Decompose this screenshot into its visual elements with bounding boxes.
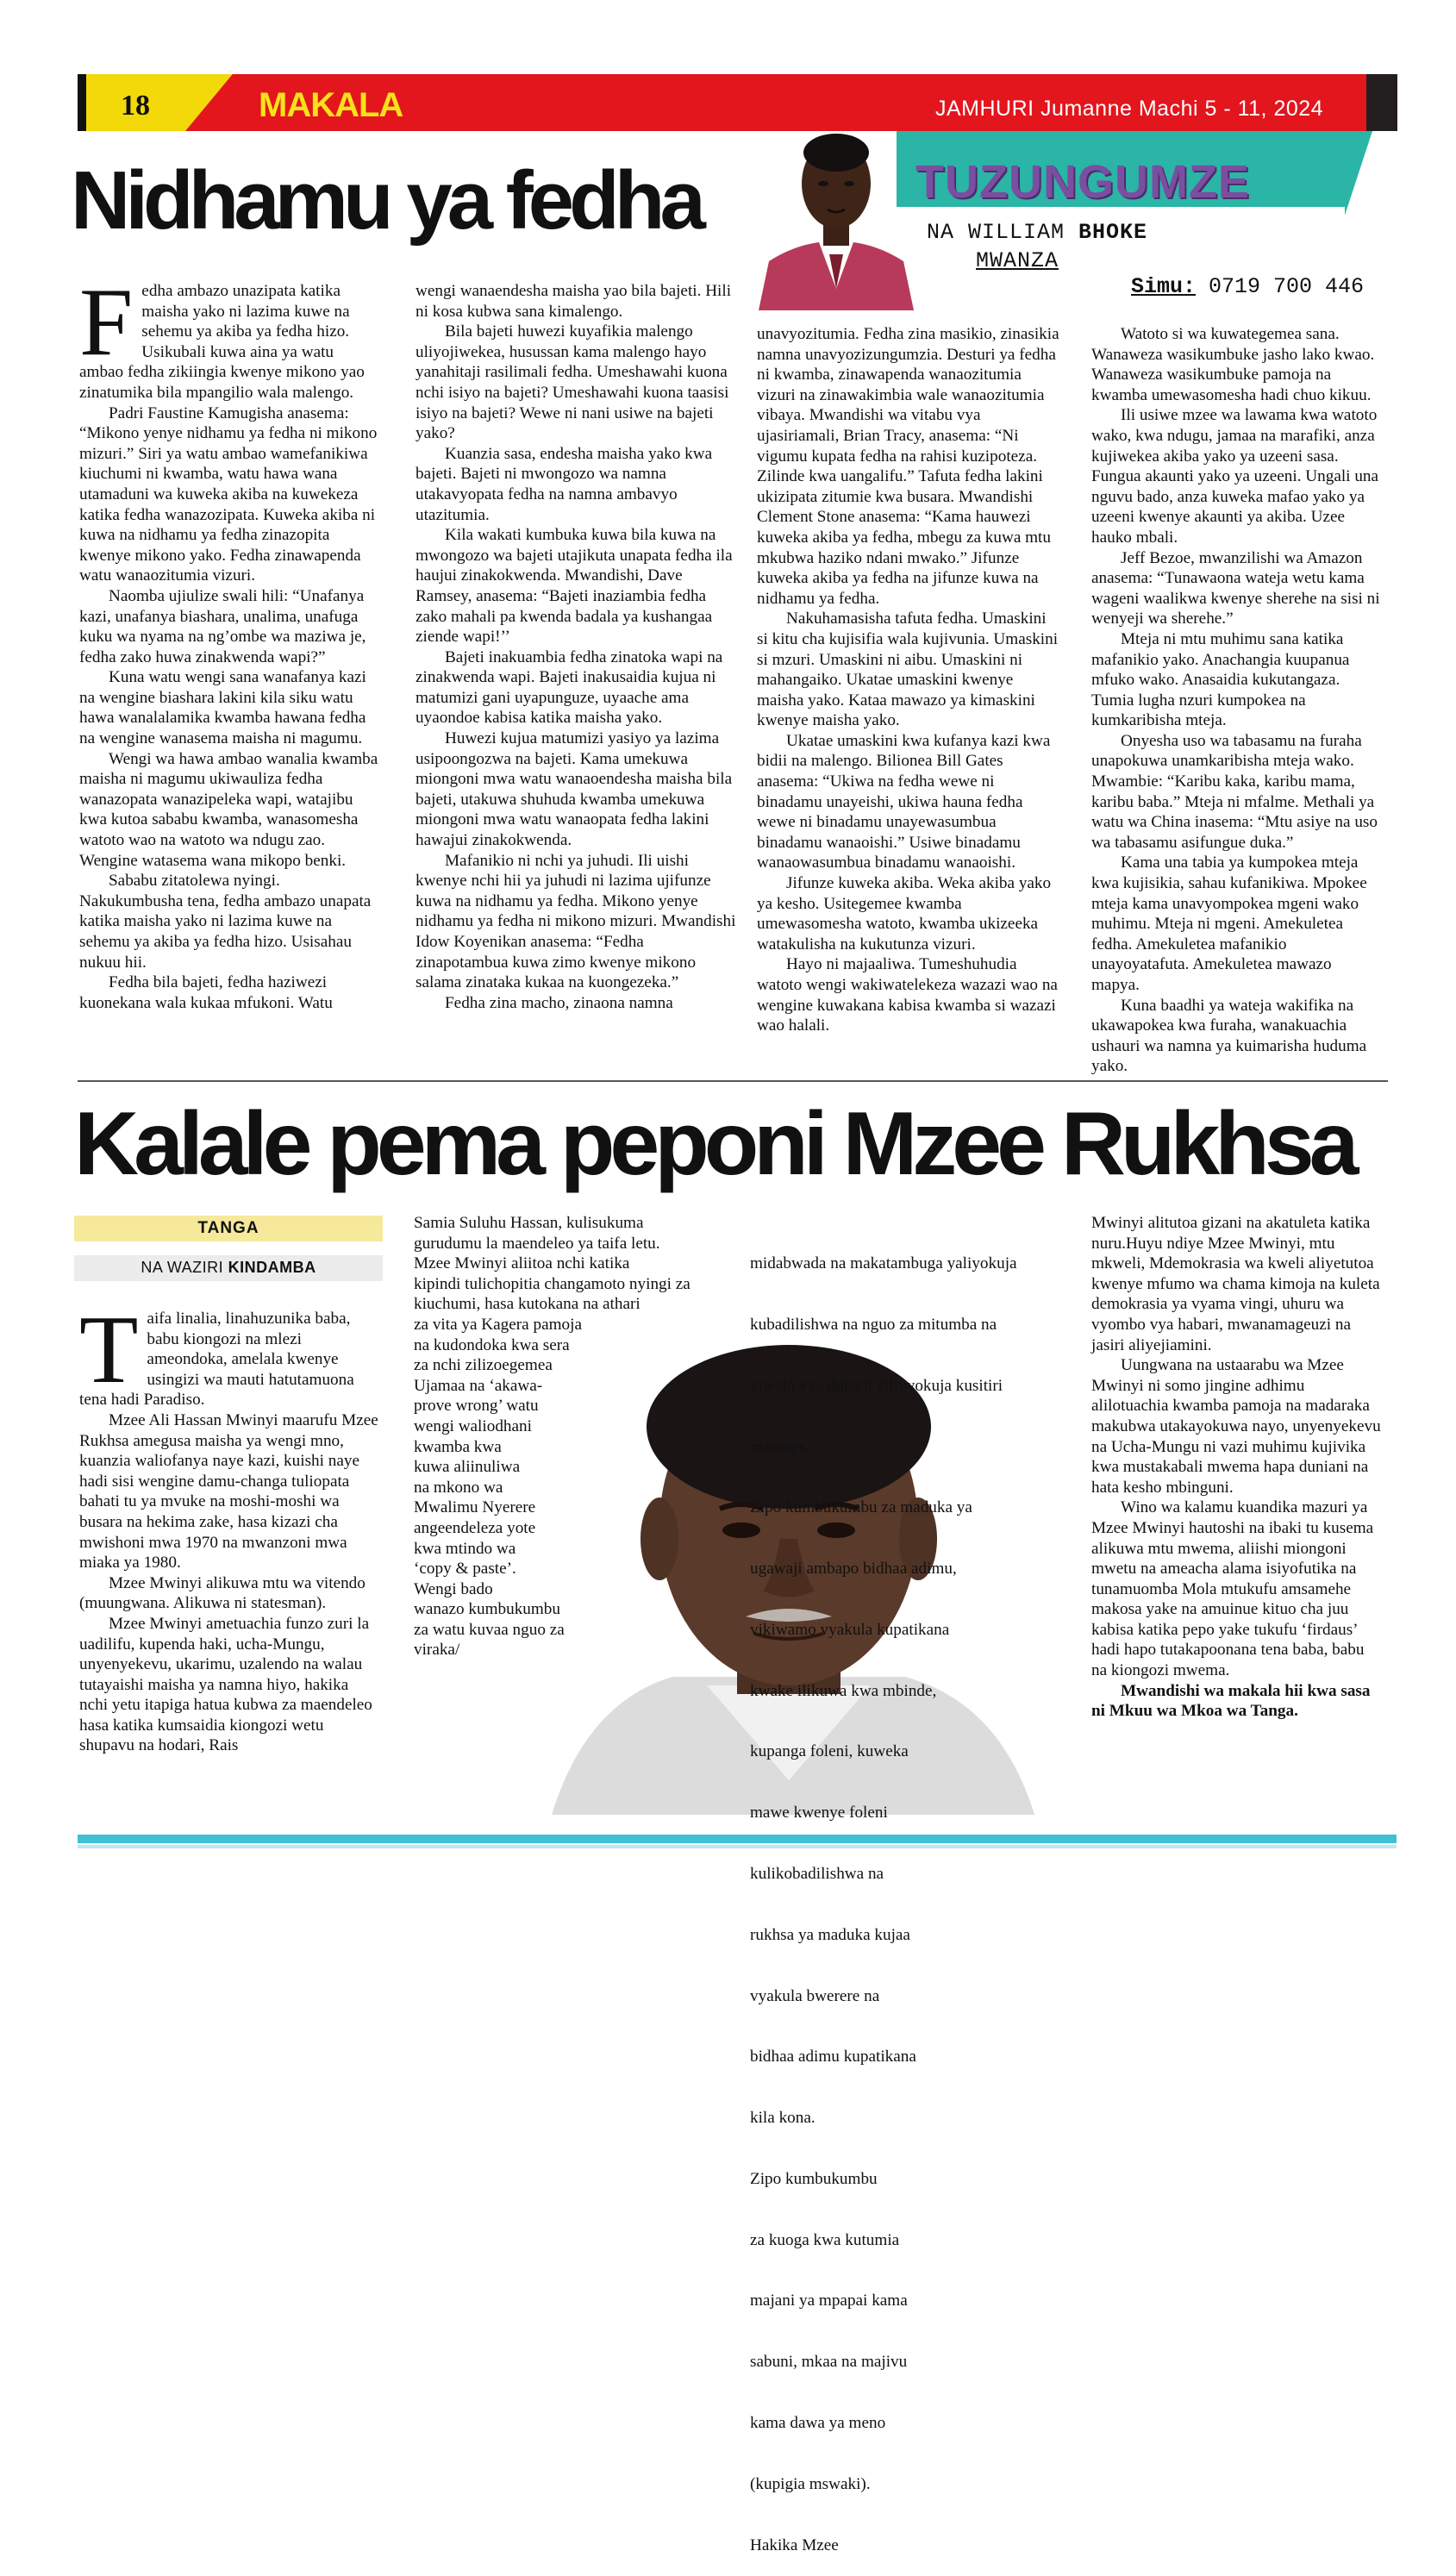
text-line: Mwalimu Nyerere — [414, 1498, 536, 1517]
text-line: gurudumu la maendeleo ya taifa letu. — [414, 1234, 660, 1253]
paragraph: Jifunze kuweka akiba. Weka akiba yako ya kesho. Usitegemee kwamba umewasomesha watoto, kwamba ukizeeka watakulisha na kukutunza vizuri. — [757, 874, 1052, 953]
text-line: mawe kwenye foleni — [750, 1804, 888, 1823]
column-phone — [1131, 274, 1364, 299]
paragraph: Nakuhamasisha tafuta fedha. Umaskini si kitu cha kujisifia wala kujivunia. Umaskini si mzuri. Umaskini ni aibu. Umaskini ni mahangaiko. Ukatae umaskini kwenye maisha yako. Kataa mawazo ya kimaskini kwenye maisha yako. — [757, 610, 1059, 730]
author-prefix: NA WILLIAM — [927, 220, 1079, 245]
text-line: kulikobadilishwa na — [750, 1865, 884, 1883]
paragraph: Onyesha uso wa tabasamu na furaha unapokuwa unamkaribisha mteja wako. Mwambie: “Karibu kaka, karibu mama, karibu baba.” Mteja ni mfalme. Methali ya watu wa China inasema: “Mtu asiye na uso wa tabasamu asifungue duka.” — [1091, 731, 1378, 852]
text-line: ‘copy & paste’. — [414, 1560, 516, 1579]
text-line: kwake ilikuwa kwa mbinde, — [750, 1681, 937, 1700]
text-line: bidhaa adimu kupatikana — [750, 2048, 916, 2066]
article2-location: TANGA — [74, 1216, 383, 1241]
column-name: TUZUNGUMZE — [915, 156, 1250, 208]
text-line: kupanga foleni, kuweka — [750, 1742, 909, 1761]
footer-bar — [78, 1835, 1397, 1843]
text-line: wanazo kumbukumbu — [414, 1600, 560, 1619]
paragraph: Kama una tabia ya kumpokea mteja kwa kujisikia, sahau kufanikiwa. Mpokee mteja kama unavyompokea mgeni wako muhimu. Mteja ni mgeni. Amekuletea fedha. Amekuletea mafanikio unayoyatafuta. Amekuletea mawazo mapya. — [1091, 853, 1367, 994]
paragraph: Huwezi kujua matumizi yasiyo ya lazima usipoongozwa na bajeti. Kama umekuwa miongoni mwa watu wanaoendesha maisha bila bajeti, utakuwa shuhuda kwamba umekuwa miongoni mwa watu wanaopata fedha lakini hawajui zinakokwenda. — [416, 729, 733, 850]
paragraph: Naomba ujiulize swali hili: “Unafanya kazi, unafanya biashara, unalima, unafuga kuku wa nyama na ng’ombe wa maziwa je, fedha zako huwa zinakwenda wapi?” — [79, 586, 366, 666]
paragraph: Mteja ni mtu muhimu sana katika mafanikio yako. Anachangia kuupanua mfuko wako. Anasaidia kukutangaza. Tumia lugha nzuri kumpokea na kumkaribisha mteja. — [1091, 629, 1350, 730]
paragraph: Wino wa kalamu kuandika mazuri ya Mzee Mwinyi hautoshi na ibaki tu kusema alikuwa mtu mwema, aliishi miongoni mwetu na ameacha alama isiyofutika na tunamuomba Mola mtukufu amsamehe makosa yake na amuinue kituo cha juu kabisa katika pepo yake tukufu ‘firdaus’ hadi hapo tutakapoonana tena baba, babu na kiongozi mwema. — [1091, 1498, 1374, 1680]
text-line: kwa mtindo wa — [414, 1539, 516, 1558]
article1-column-3 — [757, 324, 1060, 1067]
column-city: MWANZA — [976, 248, 1059, 273]
text-line: kuwa aliinuliwa — [414, 1458, 521, 1477]
article1-column-4 — [1091, 324, 1381, 1076]
paragraph: Kuna watu wengi sana wanafanya kazi na wengine biashara lakini kila siku watu hawa wanalalamika kwamba hawana fedha na wengine wanasema maisha ni magumu. — [79, 668, 366, 748]
page-number: 18 — [121, 90, 150, 122]
text-line: (kupigia mswaki). — [750, 2474, 871, 2493]
text-line: za kuoga kwa kutumia — [750, 2230, 900, 2249]
footer-bar-light — [78, 1845, 1397, 1848]
text-line: kama dawa ya meno — [750, 2414, 886, 2433]
text-line: Mzee Mwinyi aliitoa nchi katika — [414, 1254, 630, 1273]
text-line: prove wrong’ watu — [414, 1397, 539, 1416]
paragraph: Jeff Bezoe, mwanzilishi wa Amazon anasema: “Tunawaona wateja wetu kama wageni waalikwa kwenye sherehe na sisi ni wenyeji wa sherehe.” — [1091, 548, 1380, 628]
paragraph: Watoto si wa kuwategemea sana. Wanaweza wasikumbuke jasho lako kwao. Wanaweza wasikumbuke pamoja na kwamba umewasomesha hadi chuo kikuu. — [1091, 325, 1375, 404]
text-line: Samia Suluhu Hassan, kulisukuma — [414, 1214, 644, 1232]
byline-name: KINDAMBA — [228, 1259, 316, 1276]
text-line: maungo. — [750, 1437, 808, 1456]
text-line: angeendeleza yote — [414, 1518, 536, 1537]
text-line: vyakula bwerere na — [750, 1986, 880, 2005]
text-line: sabuni, mkaa na majivu — [750, 2353, 908, 2372]
text-line: za vita ya Kagera pamoja — [414, 1315, 582, 1334]
author-note: Mwandishi wa makala hii kwa sasa ni Mkuu wa Mkoa wa Tanga. — [1091, 1681, 1371, 1721]
paragraph: Mwinyi alitutoa gizani na akatuleta katika nuru.Huyu ndiye Mzee Mwinyi, mtu mkweli, Mdemokrasia wa kweli aliyetutoa kwenye mfumo wa chama kimoja na kuleta demokrasia ya vyama vingi, uhuru wa vyombo vya habari, mwanamageuzi na jasiri aliyejiamini. — [1091, 1214, 1380, 1354]
byline-prefix: NA WAZIRI — [141, 1259, 228, 1276]
text-line: ugawaji ambapo bidhaa adimu, — [750, 1560, 957, 1579]
text-line: za watu kuvaa nguo za — [414, 1620, 565, 1639]
text-line: Zipo kumbukumbu — [750, 2169, 878, 2188]
text-line: na kudondoka kwa sera — [414, 1335, 570, 1354]
text-line: kiuchumi, hasa kutokana na athari — [414, 1295, 641, 1314]
section-divider — [78, 1080, 1388, 1082]
text-line: kipindi tulichopitia changamoto nyingi za — [414, 1274, 691, 1293]
article1-column-1 — [79, 269, 381, 1067]
paragraph: Bila bajeti huwezi kuyafikia malengo uliyojiwekea, husussan kama malengo hayo yanahitaji rasilimali fedha. Umeshawahi kuona nchi isiyo na bajeti? Umeshawahi kuona taasisi isiyo na bajeti? Wewe ni nani usiwe na bajeti yako? — [416, 322, 729, 443]
paragraph: Kila wakati kumbuka kuwa bila kuwa na mwongozo wa bajeti utajikuta unapata fedha ila haujui zinakokwenda. Mwandishi, Dave Ramsey, anasema: “Bajeti inaziambia fedha zako mahali pa kwenda badala ya kushangaa ziende wapi!’’ — [416, 526, 733, 647]
paragraph: Padri Faustine Kamugisha anasema: “Mikono yenye nidhamu ya fedha ni mikono mizuri.” Siri ya watu ambao wamefanikiwa kiuchumi ni kwamba, watu hawa wana utamaduni wa kuweka akiba na kuwekeza katika fedha wanazozipata. Kuweka akiba ni kuwa na nidhamu ya fedha zinazopita kwenye mikono yako. Fedha zinawapenda watu wanaozitumia vizuri. — [79, 403, 378, 585]
text-line: Hakika Mzee — [750, 2535, 839, 2554]
paragraph: Mzee Ali Hassan Mwinyi maarufu Mzee Rukhsa amegusa maisha ya wengi mno, kuanzia waliofanya naye kazi, kuishi naye hadi sisi wengine damu-changa tuliopata bahati tu ya mvuke na moshi-moshi wa busara na hekima zake, hasa kizazi cha mwishoni mwa 1970 na mwanzoni mwa miaka ya 1980. — [79, 1410, 378, 1572]
text-line: majani ya mpapai kama — [750, 2292, 908, 2310]
text-line: wengi waliodhani — [414, 1416, 532, 1435]
header-black-edge — [78, 74, 86, 131]
text-line: rukhsa ya maduka kujaa — [750, 1925, 910, 1944]
paragraph: Hayo ni majaaliwa. Tumeshuhudia watoto wengi wakiwatelekeza wazazi wao na wengine kuwakana kabisa kwamba si wazazi wao halali. — [757, 955, 1058, 1035]
text-line: na mkono wa — [414, 1478, 503, 1497]
text-line: midabwada na makatambuga yaliyokuja — [750, 1254, 1017, 1273]
paragraph: Kuna baadhi ya wateja wakifika na ukawapokea kwa furaha, wanakuachia ushauri wa namna ya kuimarisha huduma yako. — [1091, 996, 1367, 1076]
text-line: za nchi zilizoegemea — [414, 1356, 553, 1375]
paragraph: Bajeti inakuambia fedha zinatoka wapi na zinakwenda wapi. Bajeti inakusaidia kujua ni matumizi gani uyapunguze, uyaache ama uyaondoe kabisa katika maisha yako. — [416, 647, 723, 728]
paragraph: Taifa linalia, linahuzunika baba, babu kiongozi na mlezi ameondoka, amelala kwenye usingizi wa mauti hatutamuona tena hadi Paradiso. — [79, 1297, 354, 1410]
paragraph: Ili usiwe mzee wa lawama kwa watoto wako, kwa ndugu, jamaa na marafiki, anza kujiwekea akiba yako ya uzeeni sasa. Fungua akaunti yako ya uzeeni. Ungali una nguvu bado, anza kuweka mafao yako ya uzeeni kwenye akaunti ya akiba. Uzee hauko mbali. — [1091, 406, 1379, 547]
paragraph: wengi wanaendesha maisha yao bila bajeti. Hili ni kosa kubwa sana kimalengo. — [416, 282, 732, 321]
text-line: kubadilishwa na nguo za mitumba na — [750, 1315, 997, 1334]
paragraph: Sababu zitatolewa nyingi. Nakukumbusha tena, fedha ambazo unapata katika maisha yako ni lazima kuwe na sehemu ya akiba ya fedha hizo. Usisahau nukuu hii. — [79, 872, 372, 972]
dateline: JAMHURI Jumanne Machi 5 - 11, 2024 — [935, 97, 1324, 121]
article1-column-2 — [416, 281, 736, 1067]
paragraph: Fedha ambazo unazipata katika maisha yako ni lazima kuwe na sehemu ya akiba ya fedha hizo. Usikubali kuwa aina ya watu ambao fedha zikiingia kwenye mikono yao zinatumika bila mpangilio wala malengo. — [79, 269, 365, 402]
article2-column-4 — [1091, 1213, 1381, 1816]
paragraph: Ukatae umaskini kwa kufanya kazi kwa bidii na malengo. Bilionea Bill Gates anasema: “Ukiwa na fedha wewe ni binadamu unayeishi, ukiwa hauna fedha wewe ni binadamu unayewasumbua binadamu wanaoishi.” Usiwe binadamu wanaowasumbua binadamu wanaoishi. — [757, 731, 1051, 872]
text-line: Wengi bado — [414, 1579, 493, 1598]
paragraph: Mafanikio ni nchi ya juhudi. Ili uishi kwenye nchi hii ya juhudi ni lazima ujifunze kuwa na nidhamu ya fedha. Mikono yenye nidhamu ya fedha ni mikono mizuri. Mwandishi Idow Koyenikan anasema: “Fedha zinapotambua kuwa zimo kwenye mikono salama zinataka kukaa na kuongezeka.” — [416, 851, 736, 992]
article2-column-2 — [414, 1213, 724, 1816]
article2-byline — [74, 1255, 383, 1281]
paragraph: Fedha bila bajeti, fedha haziwezi kuonekana wala kukaa mfukoni. Watu — [79, 973, 333, 1012]
text-line: viwalo vya dukani vilivyokuja kusitiri — [750, 1376, 1003, 1395]
text-line: Ujamaa na ‘akawa- — [414, 1376, 543, 1395]
paragraph: Fedha zina macho, zinaona namna — [445, 993, 673, 1012]
text-line: kwamba kwa — [414, 1437, 502, 1456]
section-title: MAKALA — [259, 86, 403, 124]
author-portrait — [759, 116, 914, 310]
column-author — [927, 220, 1147, 245]
text-line: kila kona. — [750, 2109, 815, 2128]
article2-column-3 — [750, 1213, 1069, 2554]
text-line: vikiwamo vyakula kupatikana — [750, 1620, 950, 1639]
author-name: BHOKE — [1078, 220, 1148, 245]
phone-label: Simu: — [1131, 274, 1197, 299]
article1-headline: Nidhamu ya fedha — [71, 154, 701, 247]
header-black-block — [1366, 74, 1397, 131]
phone-number: 0719 700 446 — [1196, 274, 1365, 299]
paragraph: Mzee Mwinyi alikuwa mtu wa vitendo (muungwana. Alikuwa ni statesman). — [79, 1573, 366, 1613]
text-line: Zipo kumbukumbu za maduka ya — [750, 1498, 972, 1517]
text-line: viraka/ — [414, 1641, 460, 1660]
paragraph: Mzee Mwinyi ametuachia funzo zuri la uadilifu, kupenda haki, ucha-Mungu, unyenyekevu, ukarimu, uzalendo na walau tutayaishi maisha ya namna hiyo, hakika nchi yetu itapiga hatua kubwa za maendeleo hasa katika kumsaidia kiongozi wetu shupavu na hodari, Rais — [79, 1614, 372, 1755]
paragraph: Kuanzia sasa, endesha maisha yako kwa bajeti. Bajeti ni mwongozo wa namna utakavyopata fedha na namna ambavyo utazitumia. — [416, 444, 713, 524]
paragraph: Wengi wa hawa ambao wanalia kwamba maisha ni magumu ukiwauliza fedha wanazopata wanazipeleka wapi, watajibu kwa kutoa sababu kwamba, wanasomesha watoto wao na watoto wa ndugu zao. Wengine watasema wana mikopo benki. — [79, 749, 378, 870]
article2-column-1 — [79, 1297, 381, 1830]
paragraph: unavyozitumia. Fedha zina masikio, zinasikia namna unavyozizungumzia. Desturi ya fedha ni kwamba, zinawapenda wanaozitumia vizuri na zinawakimbia wale wanaozitumia vibaya. Mwandishi wa vitabu vya ujasiriamali, Brian Tracy, anasema: “Ni vigumu kupata fedha na rahisi kuzipoteza. Zilinde kwa uangalifu.” Tafuta fedha lakini ukizipata zitumie kwa busara. Mwandishi Clement Stone anasema: “Kama hauwezi kuweka akiba ya fedha, mbegu za kuwa mtu mkubwa haziko ndani mwako.” Jifunze kuweka akiba ya fedha na jifunze kuwa na nidhamu ya fedha. — [757, 325, 1059, 608]
article2-headline: Kalale pema peponi Mzee Rukhsa — [74, 1094, 1354, 1194]
paragraph: Uungwana na ustaarabu wa Mzee Mwinyi ni somo jingine adhimu alilotuachia kwamba pamoja na madaraka makubwa utakayokuwa nayo, unyenyekevu na Ucha-Mungu ni vazi muhimu kujivika kwa mustakabali mwema hapa duniani na hata kesho mbinguni. — [1091, 1356, 1381, 1497]
